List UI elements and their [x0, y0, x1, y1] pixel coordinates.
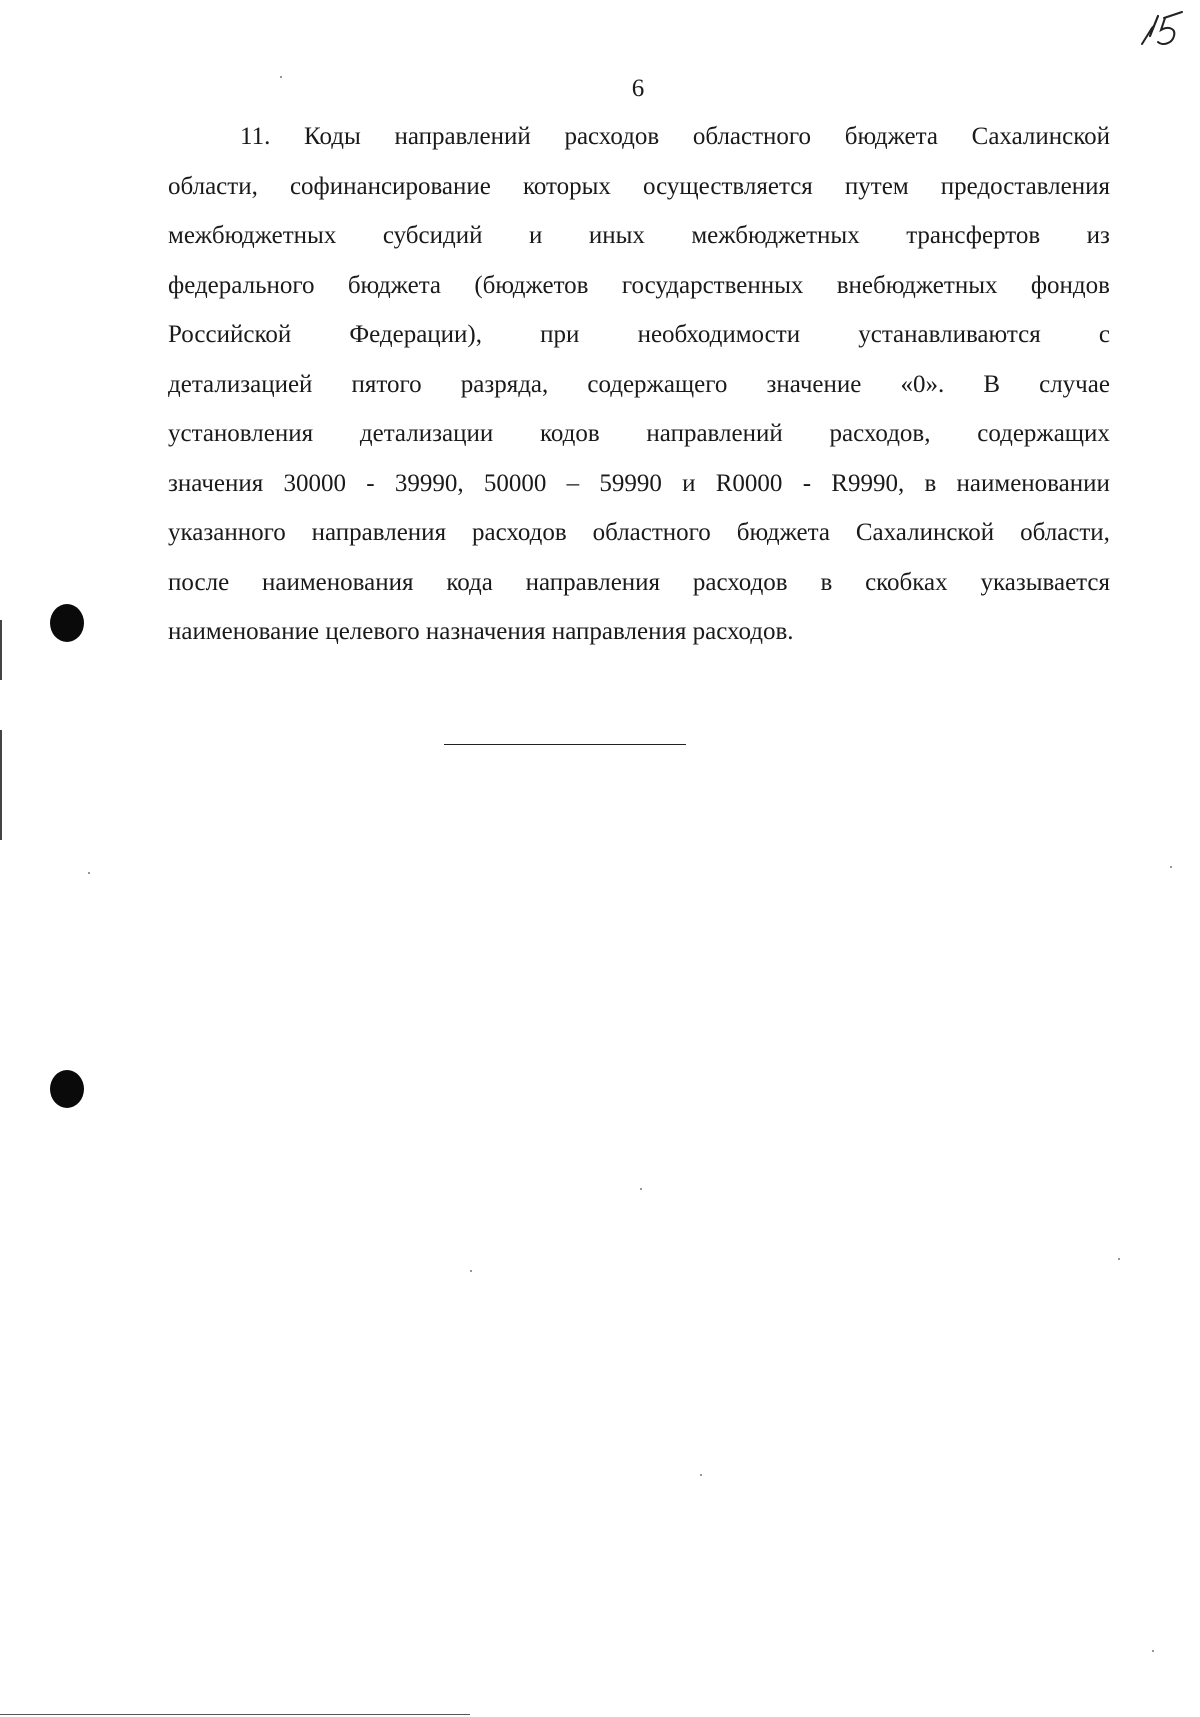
word: детализацией — [168, 370, 313, 398]
word: расходов, — [829, 420, 931, 447]
word: области, — [1020, 519, 1110, 546]
word: после — [168, 568, 230, 596]
word: бюджета — [844, 123, 938, 150]
word: R0000 — [715, 469, 783, 497]
scan-bottom-edge — [0, 1714, 470, 1715]
paragraph-line — [168, 310, 1110, 360]
word: фондов — [1030, 271, 1110, 299]
paragraph-line — [168, 261, 1110, 311]
word: детализации — [359, 420, 494, 447]
word: необходимости — [637, 321, 801, 348]
word: расходов — [564, 123, 660, 150]
page-number: 6 — [631, 75, 645, 102]
word: софинансирование — [289, 172, 491, 200]
word: установления — [168, 420, 314, 447]
word: пятого — [351, 370, 422, 398]
word: государственных — [621, 271, 804, 299]
paragraph-line — [168, 409, 1110, 459]
scan-speck — [470, 1270, 472, 1272]
word: направления — [551, 618, 687, 645]
word: направления — [311, 519, 447, 546]
word: областного — [692, 123, 812, 150]
word: целевого — [325, 618, 420, 645]
word: Сахалинской — [855, 519, 995, 546]
word: направлений — [646, 420, 783, 447]
word: значения — [168, 469, 264, 497]
word: иных — [588, 222, 645, 249]
word: разряда, — [460, 370, 549, 398]
word: межбюджетных — [691, 222, 860, 249]
word: назначения — [425, 618, 546, 645]
word: предоставления — [940, 172, 1110, 200]
word: содержащего — [587, 370, 728, 398]
word: - — [366, 469, 375, 497]
word: R9990, — [831, 469, 905, 497]
word: 30000 — [283, 469, 347, 497]
scan-speck — [1170, 866, 1172, 868]
word: и — [682, 469, 696, 497]
word: которых — [522, 172, 611, 200]
word: из — [1086, 222, 1110, 249]
scan-speck — [1118, 1258, 1120, 1260]
word: случае — [1039, 370, 1110, 398]
word: 11. — [240, 123, 271, 150]
punch-hole — [50, 1070, 84, 1108]
paragraph-line — [168, 211, 1110, 261]
paragraph-line — [168, 162, 1110, 212]
punch-hole — [50, 604, 84, 642]
word: кода — [446, 568, 493, 596]
scan-edge-mark — [0, 730, 2, 840]
word: Федерации), — [349, 321, 483, 348]
end-of-text-rule — [444, 744, 686, 745]
word: расходов — [471, 519, 567, 546]
word: устанавливаются — [858, 321, 1041, 348]
word: и — [528, 222, 543, 249]
word: наименовании — [956, 469, 1110, 497]
word: области, — [168, 172, 258, 200]
scan-speck — [88, 872, 90, 874]
word: путем — [844, 172, 909, 200]
word: направлений — [394, 123, 531, 150]
word: - — [802, 469, 812, 497]
word: скобках — [865, 568, 948, 596]
word: указывается — [980, 568, 1110, 596]
paragraph-line — [168, 112, 1110, 162]
body-paragraph — [168, 112, 1110, 657]
paragraph-line — [168, 508, 1110, 558]
word: – — [566, 469, 580, 497]
word: «0». — [900, 370, 945, 398]
word: с — [1098, 321, 1110, 348]
word: наименования — [262, 568, 414, 596]
word: внебюджетных — [836, 271, 998, 299]
word: в — [820, 568, 833, 596]
word: содержащих — [977, 420, 1110, 447]
word: в — [924, 469, 937, 497]
word: межбюджетных — [168, 222, 337, 249]
word: 59990 — [599, 469, 662, 497]
word: субсидий — [382, 222, 483, 249]
word: бюджета — [347, 271, 442, 299]
paragraph-line — [168, 558, 1110, 608]
paragraph-line — [168, 607, 1110, 657]
word: бюджета — [736, 519, 830, 546]
word: Российской — [168, 321, 292, 348]
word: федерального — [168, 271, 315, 299]
scan-speck — [280, 76, 282, 78]
word: В — [983, 370, 1000, 398]
word: 39990, — [394, 469, 464, 497]
word: Сахалинской — [971, 123, 1110, 150]
scan-edge-mark — [0, 620, 2, 680]
word: 50000 — [483, 469, 547, 497]
word: Коды — [304, 123, 361, 150]
word: расходов. — [692, 618, 794, 645]
scan-speck — [700, 1474, 702, 1476]
word: расходов — [692, 568, 788, 596]
handwritten-folio-number — [1138, 6, 1188, 52]
word: значение — [766, 370, 862, 398]
scan-speck — [1152, 1650, 1154, 1652]
paragraph-line — [168, 360, 1110, 410]
word: областного — [592, 519, 711, 546]
paragraph-line — [168, 459, 1110, 509]
word: направления — [525, 568, 661, 596]
word: кодов — [539, 420, 600, 447]
word: трансфертов — [906, 222, 1041, 249]
word: (бюджетов — [474, 271, 589, 299]
word: при — [540, 321, 580, 348]
word: указанного — [168, 519, 286, 546]
word: осуществляется — [643, 172, 813, 200]
scan-speck — [640, 1188, 642, 1190]
word: наименование — [168, 618, 320, 645]
